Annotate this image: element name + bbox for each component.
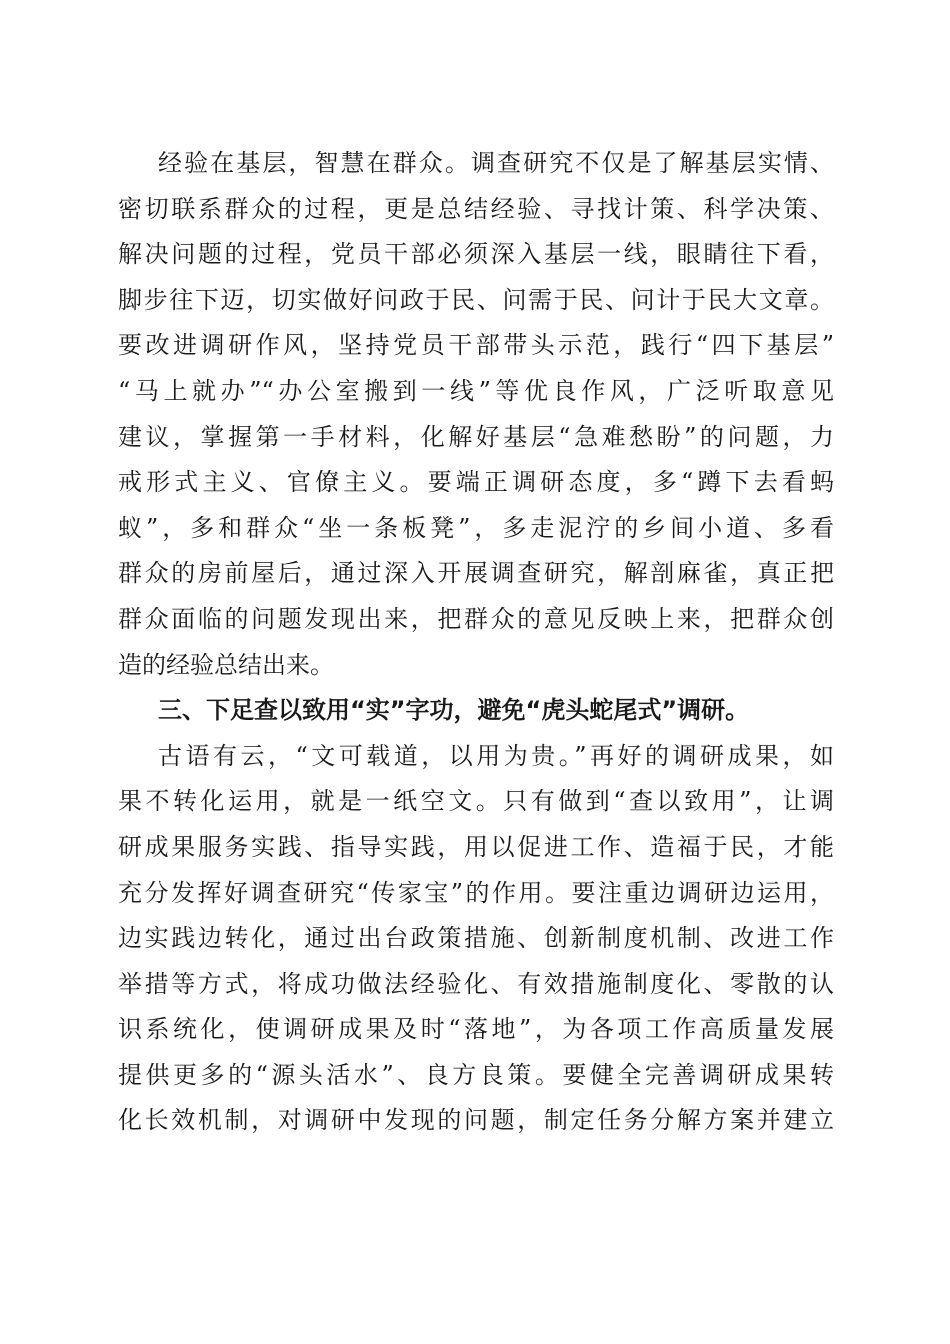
text-line: 建议，掌握第一手材料，化解好基层“急难愁盼”的问题，力 xyxy=(118,422,834,451)
paragraph-grassroots-research xyxy=(118,141,834,688)
text-line: 化长效机制，对调研中发现的问题，制定任务分解方案并建立 xyxy=(118,1106,834,1135)
text-line: 戒形式主义、官僚主义。要端正调研态度，多“蹲下去看蚂 xyxy=(118,468,834,497)
text-line: 经验在基层，智慧在群众。调查研究不仅是了解基层实情、 xyxy=(158,149,834,177)
text-line: 提供更多的“源头活水”、良方良策。要健全完善调研成果转 xyxy=(118,1060,834,1089)
text-line: 蚁”，多和群众“坐一条板凳”，多走泥泞的乡间小道、多看 xyxy=(118,513,834,542)
text-line: 脚步往下迈，切实做好问政于民、问需于民、问计于民大文章。 xyxy=(118,285,834,314)
text-line: 群众面临的问题发现出来，把群众的意见反映上来，把群众创 xyxy=(118,604,834,633)
text-line: 古语有云，“文可载道，以用为贵。”再好的调研成果，如 xyxy=(158,741,834,770)
text-line: 解决问题的过程，党员干部必须深入基层一线，眼睛往下看， xyxy=(118,240,834,269)
text-line: 造的经验总结出来。 xyxy=(118,650,334,679)
text-line: 果不转化运用，就是一纸空文。只有做到“查以致用”，让调 xyxy=(118,787,834,816)
text-line: 要改进调研作风，坚持党员干部带头示范，践行“四下基层” xyxy=(118,331,834,360)
text-line: 研成果服务实践、指导实践，用以促进工作、造福于民，才能 xyxy=(118,832,834,861)
text-line: 识系统化，使调研成果及时“落地”，为各项工作高质量发展 xyxy=(118,1015,834,1044)
text-line: 边实践边转化，通过出台政策措施、创新制度机制、改进工作 xyxy=(118,924,834,953)
text-line: 举措等方式，将成功做法经验化、有效措施制度化、零散的认 xyxy=(118,969,834,998)
section-heading-3: 三、下足查以致用“实”字功，避免“虎头蛇尾式”调研。 xyxy=(158,696,750,725)
text-line: “马上就办”“办公室搬到一线”等优良作风，广泛听取意见 xyxy=(118,376,834,405)
text-line: 充分发挥好调查研究“传家宝”的作用。要注重边调研边运用， xyxy=(118,878,834,907)
document-page xyxy=(118,141,834,1144)
paragraph-apply-research xyxy=(118,734,834,1144)
text-line: 群众的房前屋后，通过深入开展调查研究，解剖麻雀，真正把 xyxy=(118,559,834,588)
text-line: 密切联系群众的过程，更是总结经验、寻找计策、科学决策、 xyxy=(118,194,834,223)
